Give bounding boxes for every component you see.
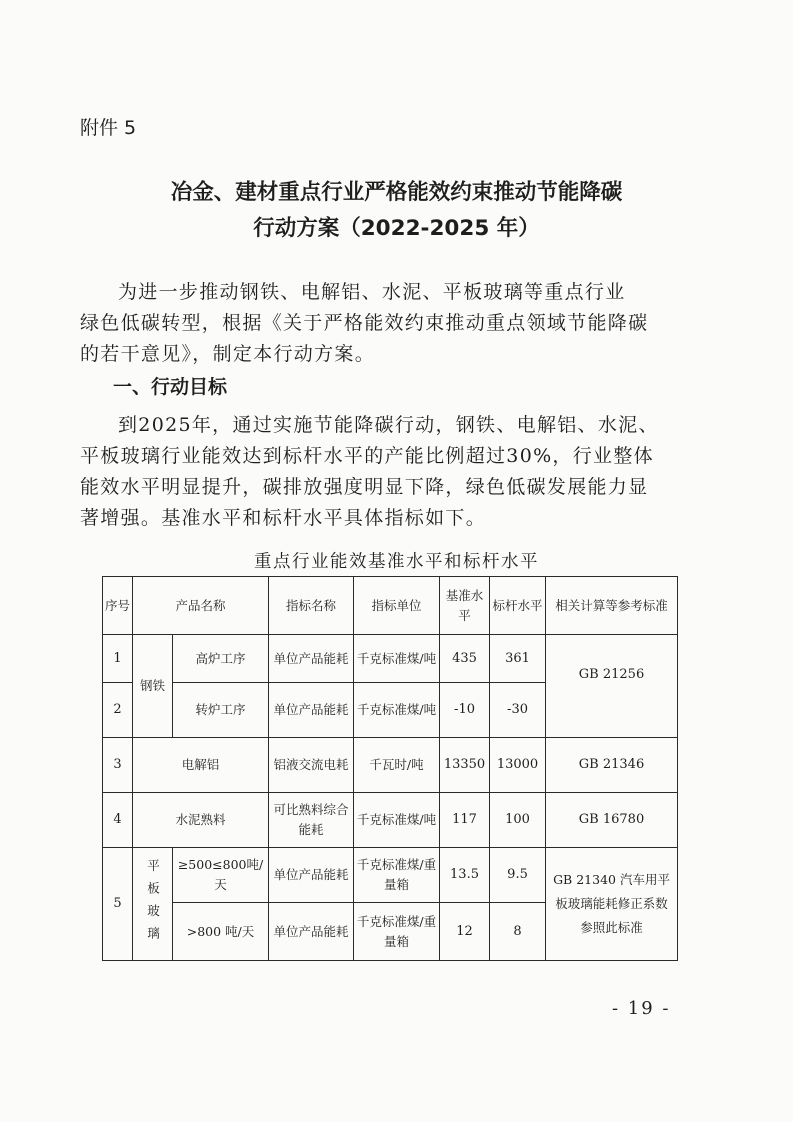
row-base: -10	[440, 683, 490, 738]
intro-line-3: 的若干意见》，制定本行动方案。	[80, 343, 376, 365]
row-base: 435	[440, 635, 490, 683]
row-no: 3	[103, 738, 133, 793]
header-unit: 指标单位	[354, 577, 440, 635]
row-process: >800 吨/天	[173, 903, 269, 961]
section1-line-3: 能效水平明显提升，碳排放强度明显下降，绿色低碳发展能力显	[80, 476, 649, 498]
row-no: 2	[103, 683, 133, 738]
row-unit: 千克标准煤/吨	[354, 683, 440, 738]
header-product: 产品名称	[133, 577, 269, 635]
header-no: 序号	[103, 577, 133, 635]
row-process: 高炉工序	[173, 635, 269, 683]
steel-group: 钢铁	[133, 635, 173, 738]
intro-line-2: 绿色低碳转型，根据《关于严格能效约束推动重点领域节能降碳	[80, 312, 649, 334]
row-no: 5	[103, 848, 133, 961]
table-header-row	[103, 577, 678, 635]
row-no: 1	[103, 635, 133, 683]
row-base: 12	[440, 903, 490, 961]
header-base: 基准水平	[440, 577, 490, 635]
row-process: ≥500≤800吨/天	[173, 848, 269, 903]
table-row	[103, 635, 678, 683]
row-indicator: 铝液交流电耗	[269, 738, 354, 793]
page-number: - 19 -	[612, 998, 671, 1019]
glass-standard: GB 21340 汽车用平板玻璃能耗修正系数参照此标准	[546, 848, 678, 961]
row-unit: 千克标准煤/重量箱	[354, 848, 440, 903]
row-unit: 千克标准煤/吨	[354, 793, 440, 848]
row-process: 转炉工序	[173, 683, 269, 738]
row-product: 水泥熟料	[133, 793, 269, 848]
table-row	[103, 848, 678, 903]
row-bench: 361	[490, 635, 546, 683]
row-bench: 9.5	[490, 848, 546, 903]
row-no: 4	[103, 793, 133, 848]
section1-line-4: 著增强。基准水平和标杆水平具体指标如下。	[80, 507, 487, 529]
table-caption: 重点行业能效基准水平和标杆水平	[254, 552, 539, 572]
row-indicator: 可比熟料综合能耗	[269, 793, 354, 848]
row-bench: 13000	[490, 738, 546, 793]
glass-group: 平板玻璃	[133, 848, 173, 961]
row-base: 13350	[440, 738, 490, 793]
row-unit: 千克标准煤/吨	[354, 635, 440, 683]
row-standard: GB 21346	[546, 738, 678, 793]
energy-efficiency-table	[102, 576, 678, 961]
row-indicator: 单位产品能耗	[269, 848, 354, 903]
header-indicator: 指标名称	[269, 577, 354, 635]
section1-line-2: 平板玻璃行业能效达到标杆水平的产能比例超过30%，行业整体	[80, 445, 654, 467]
row-product: 电解铝	[133, 738, 269, 793]
row-base: 117	[440, 793, 490, 848]
document-title-line1: 冶金、建材重点行业严格能效约束推动节能降碳	[170, 180, 623, 205]
row-unit: 千克标准煤/重量箱	[354, 903, 440, 961]
intro-line-1: 为进一步推动钢铁、电解铝、水泥、平板玻璃等重点行业	[118, 281, 626, 303]
row-indicator: 单位产品能耗	[269, 683, 354, 738]
table-row	[103, 793, 678, 848]
table-row	[103, 738, 678, 793]
row-indicator: 单位产品能耗	[269, 635, 354, 683]
row-bench: 100	[490, 793, 546, 848]
row-standard: GB 16780	[546, 793, 678, 848]
row-indicator: 单位产品能耗	[269, 903, 354, 961]
section1-heading: 一、行动目标	[113, 376, 228, 398]
row-unit: 千瓦时/吨	[354, 738, 440, 793]
header-standard: 相关计算等参考标准	[546, 577, 678, 635]
section1-line-1: 到2025年，通过实施节能降碳行动，钢铁、电解铝、水泥、	[118, 414, 659, 436]
header-bench: 标杆水平	[490, 577, 546, 635]
row-bench: -30	[490, 683, 546, 738]
steel-standard: GB 21256	[546, 635, 678, 738]
row-base: 13.5	[440, 848, 490, 903]
attachment-label: 附件 5	[80, 117, 137, 139]
row-bench: 8	[490, 903, 546, 961]
document-title-line2: 行动方案（2022-2025 年）	[253, 216, 540, 241]
